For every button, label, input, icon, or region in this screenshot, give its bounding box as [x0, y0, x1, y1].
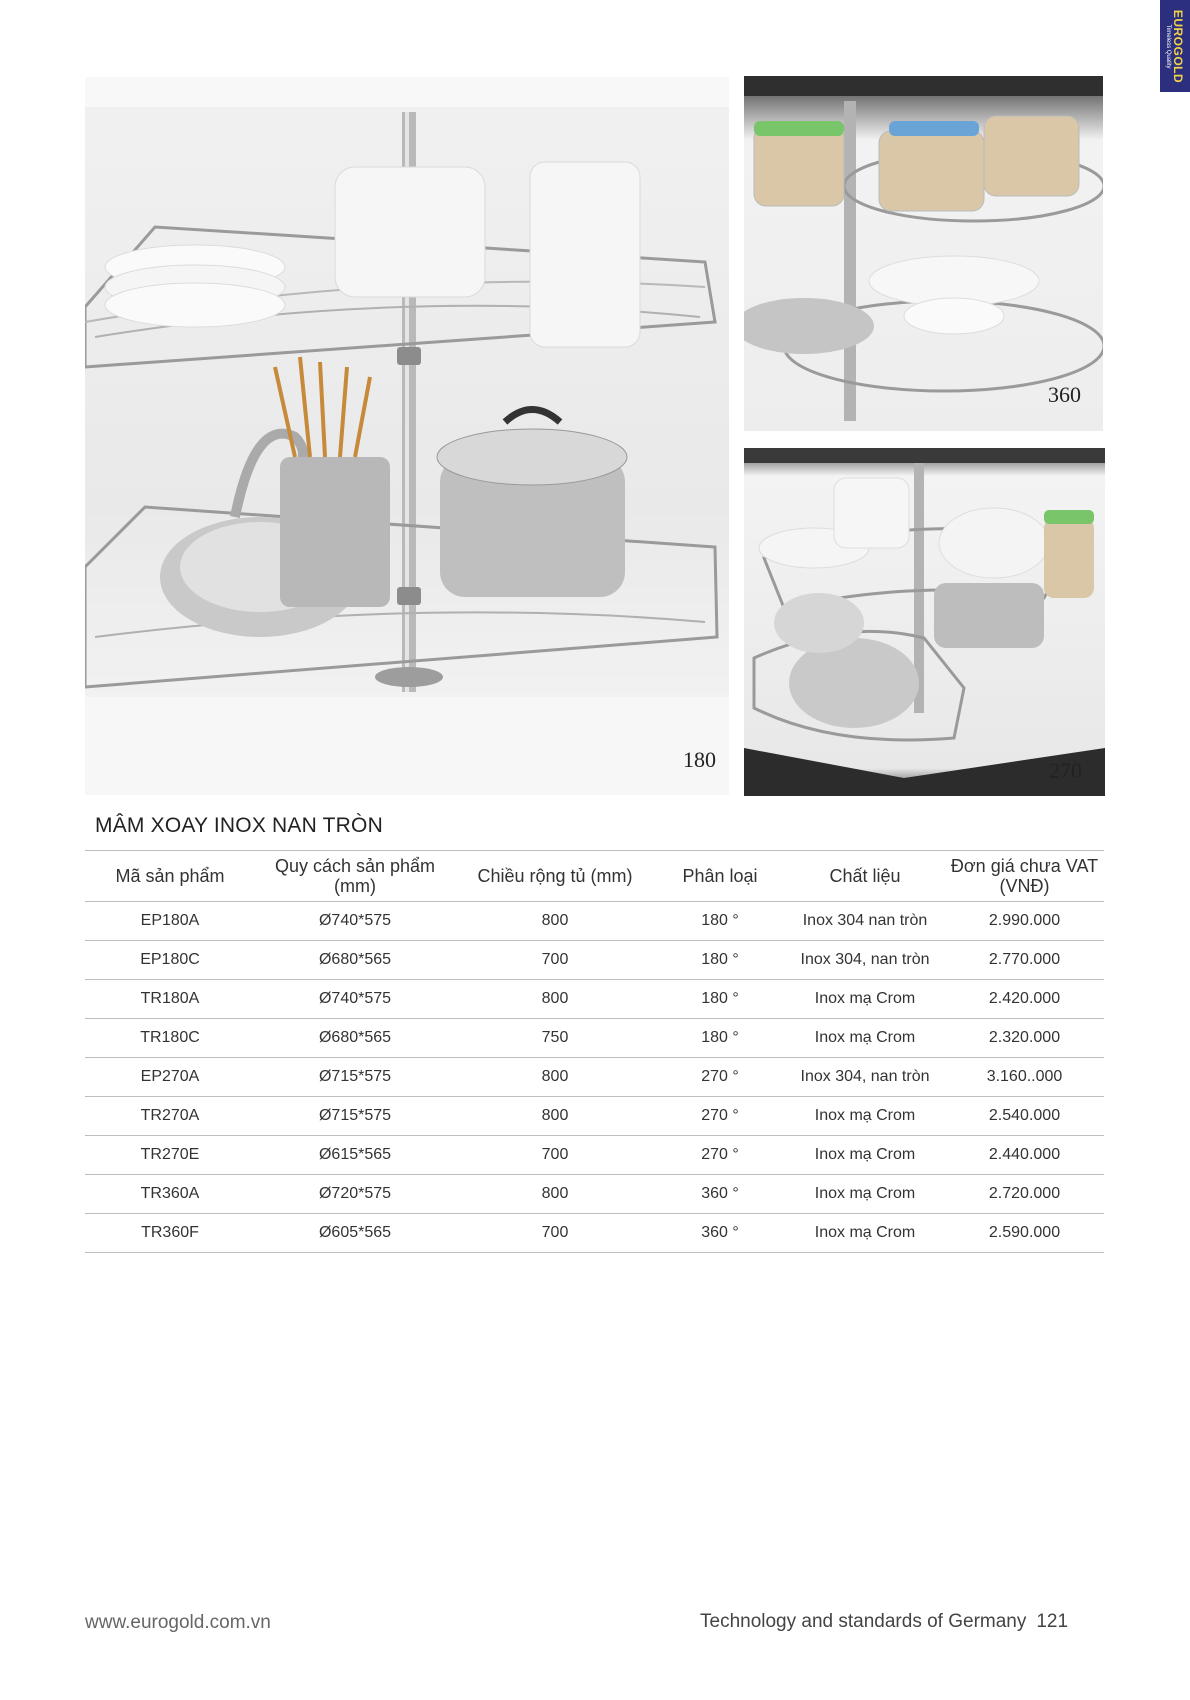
- cell-specification: Ø680*565: [255, 941, 455, 980]
- cell-type: 180 °: [655, 1019, 785, 1058]
- table-row: [85, 1214, 1104, 1253]
- cell-specification: Ø715*575: [255, 1058, 455, 1097]
- product-table: [85, 850, 1104, 1253]
- cell-price: 2.320.000: [945, 1019, 1104, 1058]
- table-header-row: [85, 851, 1104, 902]
- table-row: [85, 1175, 1104, 1214]
- table-row: [85, 1136, 1104, 1175]
- product-photo-270: [744, 448, 1105, 796]
- cell-cabinet-width: 700: [455, 941, 655, 980]
- cell-type: 180 °: [655, 941, 785, 980]
- cell-type: 360 °: [655, 1175, 785, 1214]
- cell-price: 2.770.000: [945, 941, 1104, 980]
- brand-tagline: Timeless Quality: [1165, 23, 1172, 69]
- cell-cabinet-width: 800: [455, 980, 655, 1019]
- cell-material: Inox 304, nan tròn: [785, 941, 945, 980]
- cell-material: Inox mạ Crom: [785, 1214, 945, 1253]
- cell-product-code: TR180C: [85, 1019, 255, 1058]
- footer-slogan: Technology and standards of Germany: [700, 1611, 1027, 1632]
- table-row: [85, 1058, 1104, 1097]
- photo-label-360: 360: [1048, 382, 1081, 407]
- cell-specification: Ø740*575: [255, 902, 455, 941]
- cell-type: 180 °: [655, 980, 785, 1019]
- page-number: 121: [1036, 1611, 1069, 1632]
- cell-material: Inox 304 nan tròn: [785, 902, 945, 941]
- table-row: [85, 1019, 1104, 1058]
- cell-price: 2.440.000: [945, 1136, 1104, 1175]
- cell-material: Inox mạ Crom: [785, 980, 945, 1019]
- cell-product-code: TR270A: [85, 1097, 255, 1136]
- cell-specification: Ø720*575: [255, 1175, 455, 1214]
- table-row: [85, 941, 1104, 980]
- cell-price: 2.590.000: [945, 1214, 1104, 1253]
- section-title: MÂM XOAY INOX NAN TRÒN: [95, 814, 383, 837]
- cell-product-code: EP180C: [85, 941, 255, 980]
- cell-product-code: TR360F: [85, 1214, 255, 1253]
- cell-price: 2.990.000: [945, 902, 1104, 941]
- cell-cabinet-width: 750: [455, 1019, 655, 1058]
- cell-specification: Ø615*565: [255, 1136, 455, 1175]
- cell-product-code: TR180A: [85, 980, 255, 1019]
- cell-type: 270 °: [655, 1136, 785, 1175]
- cell-price: 3.160..000: [945, 1058, 1104, 1097]
- header-type: Phân loại: [655, 851, 785, 902]
- cell-cabinet-width: 700: [455, 1136, 655, 1175]
- photo-180-illustration: [85, 77, 729, 795]
- cell-material: Inox mạ Crom: [785, 1019, 945, 1058]
- cell-product-code: EP180A: [85, 902, 255, 941]
- cell-specification: Ø715*575: [255, 1097, 455, 1136]
- table-row: [85, 902, 1104, 941]
- photo-label-270: 270: [1049, 758, 1082, 783]
- cell-type: 360 °: [655, 1214, 785, 1253]
- cell-specification: Ø740*575: [255, 980, 455, 1019]
- table-row: [85, 980, 1104, 1019]
- footer-website[interactable]: www.eurogold.com.vn: [85, 1612, 271, 1633]
- photo-270-illustration: [744, 448, 1105, 796]
- cell-product-code: TR360A: [85, 1175, 255, 1214]
- header-price: Đơn giá chưa VAT (VNĐ): [945, 851, 1104, 902]
- photo-360-illustration: [744, 76, 1103, 431]
- cell-specification: Ø680*565: [255, 1019, 455, 1058]
- header-material: Chất liệu: [785, 851, 945, 902]
- cell-type: 180 °: [655, 902, 785, 941]
- brand-name: EUROGOLD: [1171, 9, 1186, 83]
- cell-material: Inox 304, nan tròn: [785, 1058, 945, 1097]
- cell-type: 270 °: [655, 1058, 785, 1097]
- cell-cabinet-width: 800: [455, 902, 655, 941]
- cell-price: 2.420.000: [945, 980, 1104, 1019]
- cell-material: Inox mạ Crom: [785, 1175, 945, 1214]
- cell-product-code: TR270E: [85, 1136, 255, 1175]
- cell-material: Inox mạ Crom: [785, 1136, 945, 1175]
- product-photo-360: [744, 76, 1103, 431]
- footer-slogan-block: [700, 1611, 1068, 1633]
- cell-specification: Ø605*565: [255, 1214, 455, 1253]
- cell-product-code: EP270A: [85, 1058, 255, 1097]
- cell-price: 2.720.000: [945, 1175, 1104, 1214]
- cell-cabinet-width: 800: [455, 1175, 655, 1214]
- cell-cabinet-width: 800: [455, 1058, 655, 1097]
- cell-material: Inox mạ Crom: [785, 1097, 945, 1136]
- brand-tab: [1160, 0, 1190, 92]
- cell-cabinet-width: 800: [455, 1097, 655, 1136]
- product-photo-180: [85, 77, 729, 795]
- table-row: [85, 1097, 1104, 1136]
- header-specification: Quy cách sản phẩm (mm): [255, 851, 455, 902]
- cell-cabinet-width: 700: [455, 1214, 655, 1253]
- header-cabinet-width: Chiều rộng tủ (mm): [455, 851, 655, 902]
- cell-price: 2.540.000: [945, 1097, 1104, 1136]
- header-product-code: Mã sản phẩm: [85, 851, 255, 902]
- cell-type: 270 °: [655, 1097, 785, 1136]
- photo-label-180: 180: [683, 747, 716, 772]
